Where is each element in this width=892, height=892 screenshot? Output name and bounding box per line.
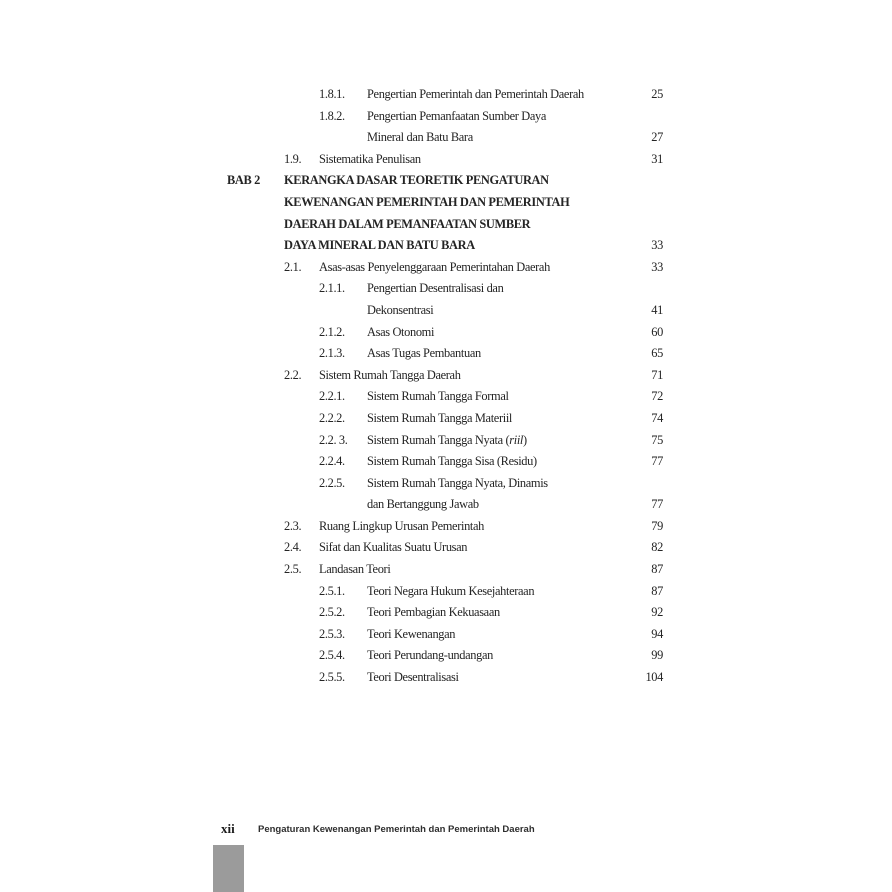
toc-entry — [227, 645, 663, 667]
toc-entry — [227, 581, 663, 603]
toc-entry-title-part: dan Bertanggung Jawab — [367, 497, 479, 512]
toc-list — [227, 84, 663, 689]
toc-entry — [227, 170, 663, 256]
toc-entry-number: 2.2. 3. — [319, 432, 348, 447]
toc-entry — [227, 149, 663, 171]
toc-entry-number: 2.5.5. — [319, 670, 345, 685]
footer-running-title: Pengaturan Kewenangan Pemerintah dan Pemerintah Daerah — [258, 824, 535, 835]
toc-entry-number: 1.8.2. — [319, 108, 345, 123]
toc-entry-page-number: 94 — [651, 626, 663, 641]
toc-entry-title-part: Pengertian Desentralisasi dan — [367, 281, 504, 296]
toc-entry-title: Ruang Lingkup Urusan Pemerintah — [319, 518, 484, 533]
toc-entry — [227, 667, 663, 689]
toc-entry-page-number: 92 — [651, 605, 663, 620]
toc-entry-number: 2.5. — [284, 562, 302, 577]
toc-entry — [227, 559, 663, 581]
toc-entry-number: 2.1.1. — [319, 281, 345, 296]
toc-entry-number: 2.4. — [284, 540, 302, 555]
toc-entry-page-number: 77 — [651, 497, 663, 512]
toc-entry-number: 2.2. — [284, 367, 302, 382]
toc-entry-page-number: 60 — [651, 324, 663, 339]
toc-entry-page-number: 75 — [651, 432, 663, 447]
toc-entry — [227, 516, 663, 538]
toc-entry-title: Pengertian Pemerintah dan Pemerintah Daerah — [367, 87, 584, 101]
page-corner-tab-decoration — [213, 845, 244, 892]
toc-entry-title — [367, 106, 546, 149]
toc-entry — [227, 451, 663, 473]
toc-entry-number: 2.1. — [284, 259, 302, 274]
toc-entry-title-part: Dekonsentrasi — [367, 302, 434, 317]
toc-entry-number: 2.5.1. — [319, 583, 345, 598]
toc-entry-title: Teori Perundang-undangan — [367, 648, 493, 663]
toc-entry-title — [367, 278, 503, 321]
toc-entry-number: 1.9. — [284, 151, 302, 166]
toc-entry-title: Teori Desentralisasi — [367, 670, 459, 685]
toc-entry-title: Sifat dan Kualitas Suatu Urusan — [319, 540, 468, 555]
toc-entry — [227, 365, 663, 387]
toc-entry-number: 2.5.3. — [319, 626, 345, 641]
toc-entry — [227, 624, 663, 646]
toc-entry-number: 2.2.1. — [319, 389, 345, 404]
toc-entry-title-part: Pengertian Pemanfaatan Sumber Daya — [367, 108, 547, 123]
toc-entry-title-part: Mineral dan Batu Bara — [367, 130, 473, 145]
toc-entry-page-number: 79 — [651, 518, 663, 533]
toc-entry-title-part: KEWENANGAN PEMERINTAH DAN PEMERINTAH — [284, 194, 570, 209]
toc-entry-title-part: KERANGKA DASAR TEORETIK PENGATURAN — [284, 173, 549, 188]
toc-entry — [227, 386, 663, 408]
toc-entry-title: Asas Otonomi — [367, 324, 435, 339]
toc-entry-page-number: 99 — [651, 648, 663, 663]
toc-entry-title — [367, 430, 527, 452]
toc-entry-number: 2.2.4. — [319, 454, 345, 469]
toc-entry-page-number: 41 — [651, 302, 663, 317]
toc-entry-number: 2.2.5. — [319, 475, 345, 490]
toc-entry-page-number: 71 — [651, 367, 663, 382]
toc-entry — [227, 430, 663, 452]
toc-entry-title-part: Sistem Rumah Tangga Nyata, Dinamis — [367, 475, 548, 490]
toc-entry-title-part: DAYA MINERAL DAN BATU BARA — [284, 238, 475, 253]
toc-entry-title: Teori Negara Hukum Kesejahteraan — [367, 583, 535, 598]
toc-entry — [227, 473, 663, 516]
toc-entry-page-number: 87 — [651, 583, 663, 598]
toc-entry-title: Landasan Teori — [319, 562, 391, 577]
toc-entry-title: Teori Pembagian Kekuasaan — [367, 605, 500, 620]
toc-entry-title-part: riil — [509, 432, 523, 447]
toc-entry-number: 2.1.3. — [319, 346, 345, 361]
toc-entry-title: Sistem Rumah Tangga Materiil — [367, 410, 512, 425]
toc-entry-page-number: 104 — [645, 670, 663, 685]
toc-entry-number: 1.8.1. — [319, 87, 345, 101]
toc-entry-page-number: 25 — [651, 87, 663, 101]
toc-entry-title-part: ) — [523, 432, 527, 447]
toc-entry-page-number: 33 — [651, 238, 663, 253]
toc-entry — [227, 106, 663, 149]
toc-entry — [227, 257, 663, 279]
toc-entry-title: Sistem Rumah Tangga Formal — [367, 389, 509, 404]
toc-entry-title: Sistem Rumah Tangga Sisa (Residu) — [367, 454, 537, 469]
toc-entry-number: BAB 2 — [227, 173, 261, 188]
toc-entry-title: Asas-asas Penyelenggaraan Pemerintahan Daerah — [319, 259, 550, 274]
toc-entry — [227, 322, 663, 344]
toc-entry-page-number: 87 — [651, 562, 663, 577]
toc-entry — [227, 408, 663, 430]
toc-entry — [227, 602, 663, 624]
footer-page-number: xii — [221, 821, 235, 836]
toc-entry-title — [284, 170, 569, 256]
toc-entry-page-number: 31 — [651, 151, 663, 166]
toc-entry-title: Teori Kewenangan — [367, 626, 456, 641]
toc-entry-page-number: 33 — [651, 259, 663, 274]
toc-entry-title: Sistem Rumah Tangga Daerah — [319, 367, 461, 382]
toc-entry-page-number: 27 — [651, 130, 663, 145]
toc-entry-number: 2.2.2. — [319, 410, 345, 425]
toc-entry — [227, 278, 663, 321]
toc-entry-title-part: DAERAH DALAM PEMANFAATAN SUMBER — [284, 216, 531, 231]
toc-entry-page-number: 77 — [651, 454, 663, 469]
toc-entry-page-number: 74 — [651, 410, 663, 425]
toc-entry-title — [367, 473, 548, 516]
toc-entry-number: 2.1.2. — [319, 324, 345, 339]
toc-entry-number: 2.5.2. — [319, 605, 345, 620]
toc-entry — [227, 537, 663, 559]
toc-entry-title: Sistematika Penulisan — [319, 151, 421, 166]
toc-entry-title-part: Sistem Rumah Tangga Nyata ( — [367, 432, 510, 447]
toc-entry-page-number: 65 — [651, 346, 663, 361]
toc-entry-page-number: 82 — [651, 540, 663, 555]
toc-entry-number: 2.3. — [284, 518, 302, 533]
toc-entry — [227, 84, 663, 106]
toc-entry — [227, 343, 663, 365]
toc-entry-title: Asas Tugas Pembantuan — [367, 346, 481, 361]
toc-entry-number: 2.5.4. — [319, 648, 345, 663]
toc-entry-page-number: 72 — [651, 389, 663, 404]
